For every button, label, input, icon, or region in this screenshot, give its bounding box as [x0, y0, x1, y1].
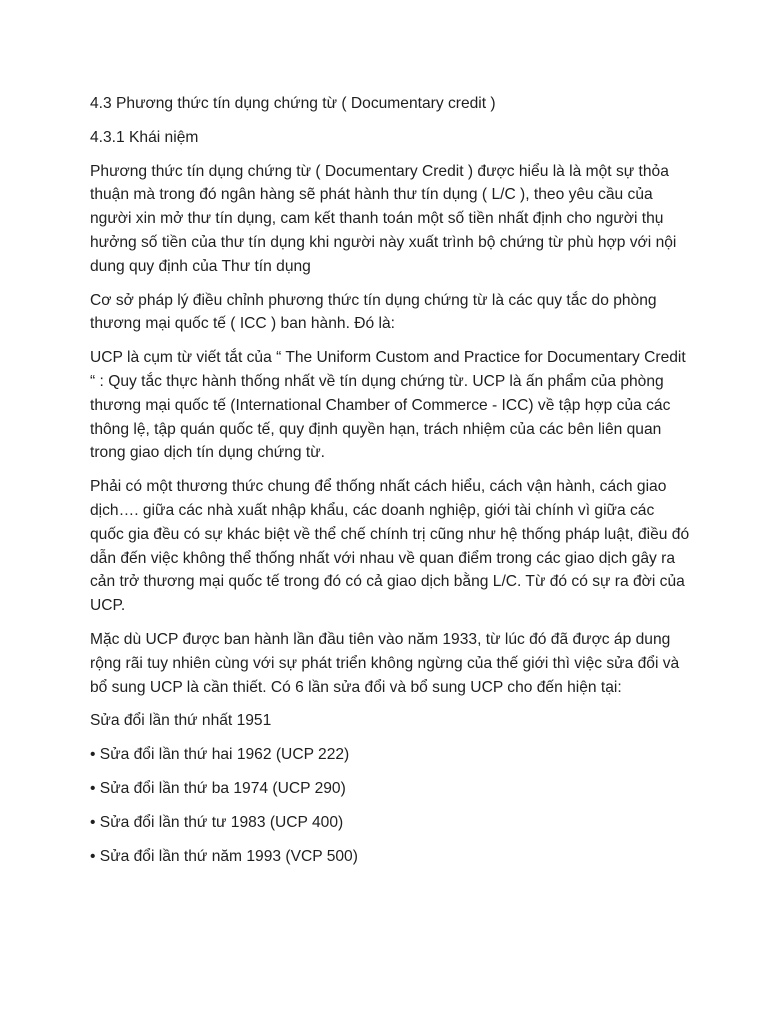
paragraph-ucp-definition: UCP là cụm từ viết tắt của “ The Uniform Custom and Practice for Documentary Credit “ : Quy tắc thực hành thống nhất về tín dụng chứng từ. UCP là ấn phẩm của phòng thương mại quốc tế (International Chamber of Commerce - ICC) về tập hợp của các thông lệ, tập quán quốc tế, quy định quyền hạn, trách nhiệm của các bên liên quan trong giao dịch tín dụng chứng từ.: [90, 349, 686, 462]
revision-item: Sửa đổi lần thứ nhất 1951: [90, 712, 272, 730]
revision-item: • Sửa đổi lần thứ hai 1962 (UCP 222): [90, 746, 350, 764]
revision-item: • Sửa đổi lần thứ năm 1993 (VCP 500): [90, 847, 358, 865]
paragraph-need-for-standard: Phải có một thương thức chung để thống nhất cách hiểu, cách vận hành, cách giao dịch…. giữa các nhà xuất nhập khẩu, các doanh nghiệp, giới tài chính vì giữa các quốc gia đều có sự khác biệt về thể chế chính trị cũng như hệ thống pháp luật, điều đó dẫn đến việc không thể thống nhất với nhau về quan điểm trong các giao dịch gây ra cản trở thương mại quốc tế trong đó có cả giao dịch bằng L/C. Từ đó có sự ra đời của UCP.: [90, 478, 690, 615]
paragraph-revisions-intro: Mặc dù UCP được ban hành lần đầu tiên vào năm 1933, từ lúc đó đã được áp dung rộng rãi tuy nhiên cùng với sự phát triển không ngừng của thế giới thì việc sửa đổi và bổ sung UCP là cần thiết. Có 6 lần sửa đổi và bổ sung UCP cho đến hiện tại:: [90, 630, 680, 696]
section-heading: 4.3 Phương thức tín dụng chứng từ ( Documentary credit ): [90, 95, 496, 112]
revision-item: • Sửa đổi lần thứ tư 1983 (UCP 400): [90, 813, 344, 831]
revision-item: • Sửa đổi lần thứ ba 1974 (UCP 290): [90, 779, 346, 797]
paragraph-definition: Phương thức tín dụng chứng từ ( Documentary Credit ) được hiểu là là một sự thỏa thuận mà trong đó ngân hàng sẽ phát hành thư tín dụng ( L/C ), theo yêu cầu của người xin mở thư tín dụng, cam kết thanh toán một số tiền nhất định cho người thụ hưởng số tiền của thư tín dụng khi người này xuất trình bộ chứng từ phù hợp với nội dung quy định của Thư tín dụng: [90, 162, 677, 275]
subsection-heading: 4.3.1 Khái niệm: [90, 128, 199, 146]
document-page: [90, 92, 690, 878]
paragraph-legal-basis: Cơ sở pháp lý điều chỉnh phương thức tín dụng chứng từ là các quy tắc do phòng thương mại quốc tế ( ICC ) ban hành. Đó là:: [90, 291, 657, 333]
